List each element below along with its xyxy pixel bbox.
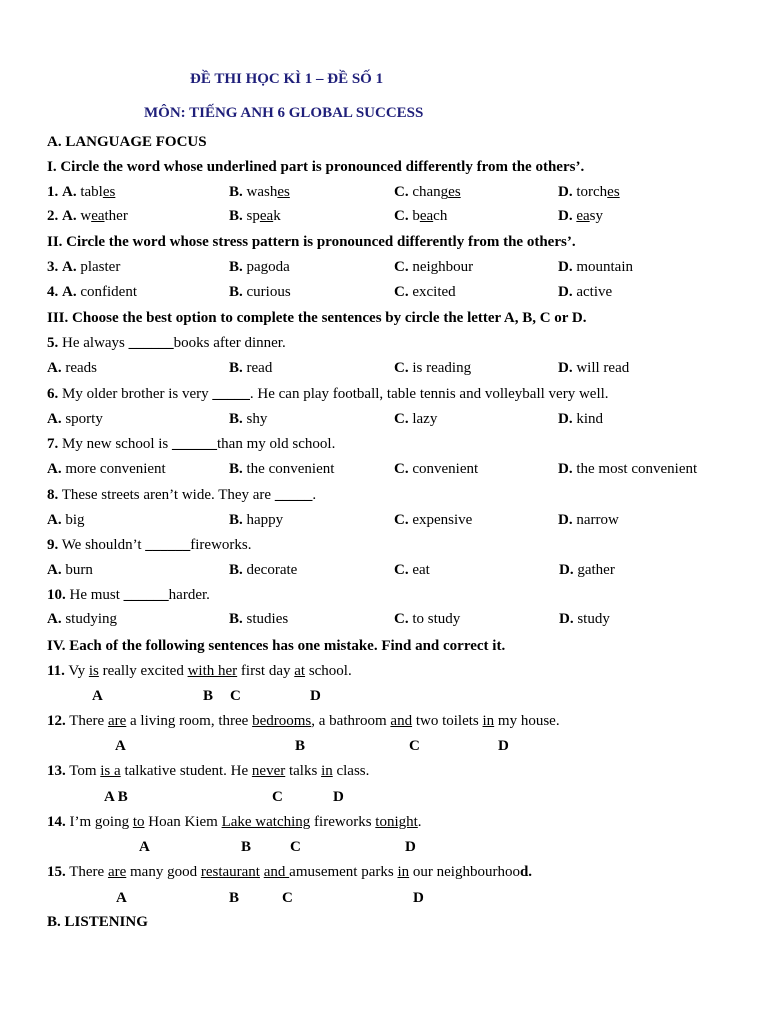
- mistake-marker-d: D: [310, 688, 321, 704]
- question-3: [47, 258, 768, 276]
- option-d: D. the most convenient: [558, 461, 698, 477]
- mistake-marker-d: D: [413, 890, 424, 906]
- question-11-sentence: 11. Vy is really excited with her first day at school.: [47, 663, 352, 679]
- option-c: C. changes: [394, 184, 461, 200]
- question-9-stem: 9. We shouldn’t ______fireworks.: [47, 537, 252, 553]
- question-4: [47, 283, 768, 301]
- mistake-marker-b: B: [229, 890, 240, 906]
- question-2: [47, 207, 768, 225]
- mistake-marker-c: C: [290, 839, 301, 855]
- option-d: D. mountain: [558, 259, 634, 275]
- instruction-iv: IV. Each of the following sentences has one mistake. Find and correct it.: [47, 638, 506, 654]
- mistake-marker-c: C: [282, 890, 293, 906]
- option-c: C. is reading: [394, 360, 472, 376]
- mistake-marker-a: A: [115, 738, 126, 754]
- option-b: B. decorate: [229, 562, 298, 578]
- question-9-options: [47, 561, 768, 579]
- option-d: D. narrow: [558, 512, 619, 528]
- mistake-marker-a: A: [116, 890, 127, 906]
- question-6-stem: 6. My older brother is very _____. He can play football, table tennis and volleyball very well.: [47, 386, 609, 402]
- question-5-stem: 5. He always ______books after dinner.: [47, 335, 286, 351]
- section-listening: B. LISTENING: [47, 914, 148, 930]
- option-b: B. speak: [229, 208, 281, 224]
- option-d: D. torches: [558, 184, 620, 200]
- option-a: A. burn: [47, 562, 93, 578]
- option-a: 4. A. confident: [47, 284, 137, 300]
- option-c: C. excited: [394, 284, 456, 300]
- option-d: D. will read: [558, 360, 630, 376]
- option-a: A. sporty: [47, 411, 103, 427]
- subject-title: MÔN: TIẾNG ANH 6 GLOBAL SUCCESS: [144, 105, 424, 121]
- option-b: B. read: [229, 360, 273, 376]
- question-12-sentence: 12. There are a living room, three bedrooms, a bathroom and two toilets in my house.: [47, 713, 560, 729]
- option-a: 1. A. tables: [47, 184, 116, 200]
- question-13-sentence: 13. Tom is a talkative student. He never talks in class.: [47, 763, 370, 779]
- option-b: B. studies: [229, 611, 289, 627]
- mistake-marker-a: A: [139, 839, 150, 855]
- instruction-i: I. Circle the word whose underlined part is pronounced differently from the others’.: [47, 159, 585, 175]
- option-a: 2. A. weather: [47, 208, 128, 224]
- question-8-options: [47, 511, 768, 529]
- question-6-options: [47, 410, 768, 428]
- option-c: C. to study: [394, 611, 461, 627]
- option-d: D. gather: [559, 562, 615, 578]
- mistake-marker-c: C: [230, 688, 241, 704]
- mistake-marker-d: D: [405, 839, 416, 855]
- mistake-marker-b: B: [203, 688, 214, 704]
- option-c: C. beach: [394, 208, 448, 224]
- exam-title: ĐỀ THI HỌC KÌ 1 – ĐỀ SỐ 1: [190, 71, 384, 87]
- option-c: C. expensive: [394, 512, 473, 528]
- section-language-focus: A. LANGUAGE FOCUS: [47, 134, 207, 150]
- mistake-marker-d: D: [333, 789, 344, 805]
- option-b: B. happy: [229, 512, 284, 528]
- question-5-options: [47, 359, 768, 377]
- option-b: B. the convenient: [229, 461, 335, 477]
- instruction-ii: II. Circle the word whose stress pattern is pronounced differently from the others’.: [47, 234, 576, 250]
- question-7-options: [47, 460, 768, 478]
- question-8-stem: 8. These streets aren’t wide. They are _____.: [47, 487, 317, 503]
- option-b: B. washes: [229, 184, 290, 200]
- question-7-stem: 7. My new school is ______than my old school.: [47, 436, 336, 452]
- option-b: B. curious: [229, 284, 291, 300]
- mistake-marker-c: C: [272, 789, 283, 805]
- question-14-sentence: 14. I’m going to Hoan Kiem Lake watching fireworks tonight.: [47, 814, 422, 830]
- mistake-marker-c: C: [409, 738, 420, 754]
- option-c: C. eat: [394, 562, 430, 578]
- instruction-iii: III. Choose the best option to complete the sentences by circle the letter A, B, C or D.: [47, 310, 587, 326]
- mistake-marker-ab: A B: [104, 789, 128, 805]
- option-a: A. more convenient: [47, 461, 166, 477]
- option-c: C. convenient: [394, 461, 479, 477]
- option-d: D. kind: [558, 411, 604, 427]
- option-b: B. shy: [229, 411, 268, 427]
- mistake-marker-b: B: [295, 738, 306, 754]
- mistake-marker-b: B: [241, 839, 252, 855]
- option-a: 3. A. plaster: [47, 259, 121, 275]
- option-a: A. studying: [47, 611, 118, 627]
- option-d: D. active: [558, 284, 613, 300]
- option-a: A. big: [47, 512, 85, 528]
- option-d: D. easy: [558, 208, 604, 224]
- question-15-sentence: 15. There are many good restaurant and amusement parks in our neighbourhood.: [47, 864, 533, 880]
- option-d: D. study: [559, 611, 610, 627]
- option-c: C. neighbour: [394, 259, 474, 275]
- mistake-marker-d: D: [498, 738, 509, 754]
- question-1: [47, 183, 768, 201]
- mistake-marker-a: A: [92, 688, 103, 704]
- question-10-options: [47, 610, 768, 628]
- option-a: A. reads: [47, 360, 97, 376]
- option-b: B. pagoda: [229, 259, 290, 275]
- option-c: C. lazy: [394, 411, 438, 427]
- question-10-stem: 10. He must ______harder.: [47, 587, 210, 603]
